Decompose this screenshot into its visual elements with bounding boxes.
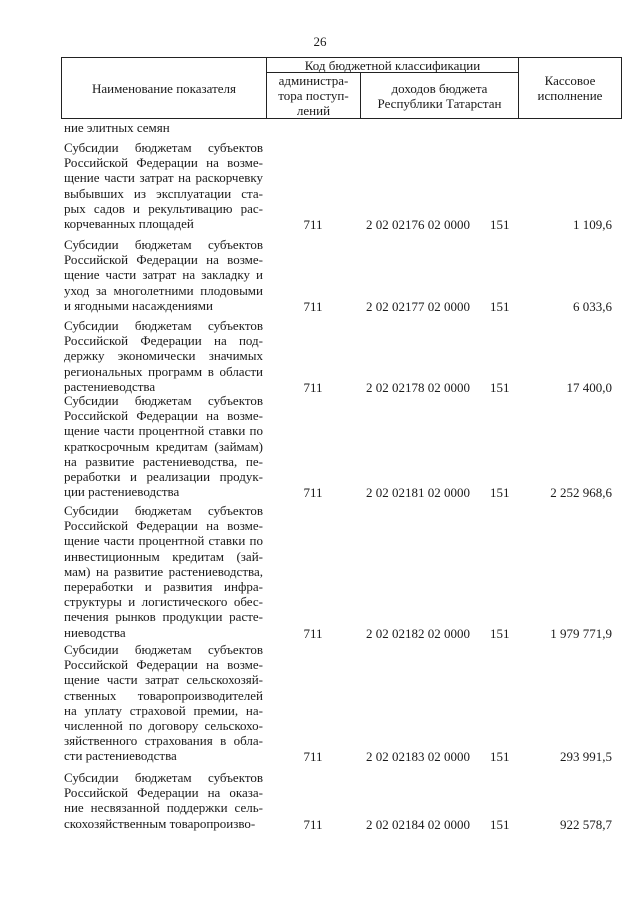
- row-admin-code: 711: [303, 485, 323, 501]
- row-description: [64, 642, 263, 764]
- row-description: [64, 503, 263, 640]
- row-description-line: Субсидии бюджетам субъектов: [64, 642, 263, 657]
- row-description-line: щение части затрат на раскорчевку: [64, 170, 263, 186]
- row-description-line: на развитие растениеводства, пе-: [64, 453, 263, 469]
- row-description-line: щение части затрат на закладку и: [64, 267, 263, 283]
- row-admin-code: 711: [303, 625, 323, 641]
- continuation-text: ние элитных семян: [64, 120, 170, 135]
- header-admin-column: [267, 73, 361, 118]
- row-description-line: региональных программ в области: [64, 363, 263, 379]
- row-description: [64, 393, 263, 499]
- row-kosgu-code: 151: [490, 485, 510, 501]
- row-description-line: щение части затрат сельскохозяй-: [64, 672, 263, 688]
- row-kosgu-code: 151: [490, 816, 510, 832]
- row-amount: 17 400,0: [566, 379, 612, 395]
- row-description-line: реработки и реализации продук-: [64, 469, 263, 485]
- row-admin-code: 711: [303, 217, 323, 232]
- row-admin-code: 711: [303, 749, 323, 765]
- row-description: [64, 770, 263, 831]
- row-description-line: структуры и логистического обес-: [64, 594, 263, 610]
- row-income-code: 2 02 02183 02 0000: [366, 749, 470, 765]
- header-admin-line: лений: [296, 103, 331, 118]
- header-income-column: [361, 73, 519, 118]
- row-description-line: уход за многолетними плодовыми: [64, 282, 263, 298]
- row-description-line: на уплату страховой премии, на-: [64, 702, 263, 718]
- row-kosgu-code: 151: [490, 625, 510, 641]
- row-description-line: Субсидии бюджетам субъектов: [64, 393, 263, 408]
- row-description-line: ции растениеводства: [64, 484, 180, 500]
- row-description-line: Субсидии бюджетам субъектов: [64, 237, 263, 252]
- row-description-line: ственных товаропроизводителей: [64, 687, 263, 703]
- row-description-line: мам) на развитие растениеводства,: [64, 563, 263, 579]
- row-description-line: и ягодными насаждениями: [64, 297, 213, 313]
- row-description-line: растениеводства: [64, 378, 156, 394]
- row-description-line: Субсидии бюджетам субъектов: [64, 770, 263, 785]
- header-income-line: Республики Татарстан: [377, 95, 502, 111]
- row-amount: 2 252 968,6: [550, 485, 612, 501]
- row-amount: 1 979 771,9: [550, 625, 612, 641]
- row-description-line: щение части процентной ставки по: [64, 533, 263, 549]
- row-description-line: ниеводства: [64, 624, 126, 640]
- row-description-line: инвестиционным кредитам (зай-: [64, 548, 263, 564]
- row-description-line: Российской Федерации на возме-: [64, 155, 263, 171]
- row-income-code: 2 02 02176 02 0000: [366, 217, 470, 232]
- row-description: [64, 318, 263, 394]
- row-description: [64, 140, 263, 231]
- row-income-code: 2 02 02178 02 0000: [366, 379, 470, 395]
- row-description-line: численной по договору сельскохо-: [64, 718, 263, 734]
- header-cash-column: [519, 58, 621, 118]
- row-kosgu-code: 151: [490, 379, 510, 395]
- row-amount: 6 033,6: [573, 298, 612, 314]
- row-description-line: Субсидии бюджетам субъектов: [64, 503, 263, 518]
- page-number: 26: [313, 34, 327, 49]
- row-description-line: держку экономически значимых: [64, 348, 263, 364]
- row-admin-code: 711: [303, 298, 323, 314]
- row-kosgu-code: 151: [490, 298, 510, 314]
- row-description-line: щение части процентной ставки по: [64, 423, 263, 439]
- row-description-line: переработки и развития инфра-: [64, 579, 263, 595]
- row-income-code: 2 02 02177 02 0000: [366, 298, 470, 314]
- row-description-line: Российской Федерации на оказа-: [64, 785, 263, 801]
- row-description-line: сти растениеводства: [64, 748, 177, 764]
- row-description-line: Российской Федерации на возме-: [64, 408, 263, 424]
- header-code-group: Код бюджетной классификации: [267, 58, 519, 73]
- row-description-line: скохозяйственным товаропроизво-: [64, 815, 256, 831]
- row-kosgu-code: 151: [490, 217, 510, 232]
- row-description-line: печения рынков продукции расте-: [64, 609, 263, 625]
- row-description-line: зяйственного страхования в обла-: [64, 733, 263, 749]
- table-header: [61, 57, 622, 119]
- row-description-line: Субсидии бюджетам субъектов: [64, 140, 263, 155]
- row-description-line: краткосрочным кредитам (займам): [64, 438, 263, 454]
- row-amount: 922 578,7: [560, 816, 612, 832]
- row-income-code: 2 02 02181 02 0000: [366, 485, 470, 501]
- row-income-code: 2 02 02184 02 0000: [366, 816, 470, 832]
- header-cash-line: исполнение: [537, 88, 603, 103]
- row-income-code: 2 02 02182 02 0000: [366, 625, 470, 641]
- row-description-line: Российской Федерации на возме-: [64, 252, 263, 268]
- row-amount: 1 109,6: [573, 217, 612, 232]
- header-name-column: Наименование показателя: [62, 58, 267, 118]
- header-admin-line: тора поступ-: [278, 88, 349, 103]
- header-cash-line: Кассовое: [544, 73, 596, 88]
- row-admin-code: 711: [303, 816, 323, 832]
- row-description-line: выбывших из эксплуатации ста-: [64, 185, 263, 201]
- header-admin-line: администра-: [278, 73, 349, 88]
- row-amount: 293 991,5: [560, 749, 612, 765]
- row-description-line: рых садов и рекультивацию рас-: [64, 200, 263, 216]
- row-description-line: корчеванных площадей: [64, 216, 194, 232]
- row-admin-code: 711: [303, 379, 323, 395]
- row-description-line: Российской Федерации на возме-: [64, 518, 263, 534]
- row-kosgu-code: 151: [490, 749, 510, 765]
- header-income-line: доходов бюджета: [391, 80, 488, 96]
- row-description-line: Субсидии бюджетам субъектов: [64, 318, 263, 333]
- row-description-line: Российской Федерации на под-: [64, 333, 263, 349]
- row-description-line: ние несвязанной поддержки сель-: [64, 800, 263, 816]
- row-description: [64, 237, 263, 313]
- row-description-line: Российской Федерации на возме-: [64, 657, 263, 673]
